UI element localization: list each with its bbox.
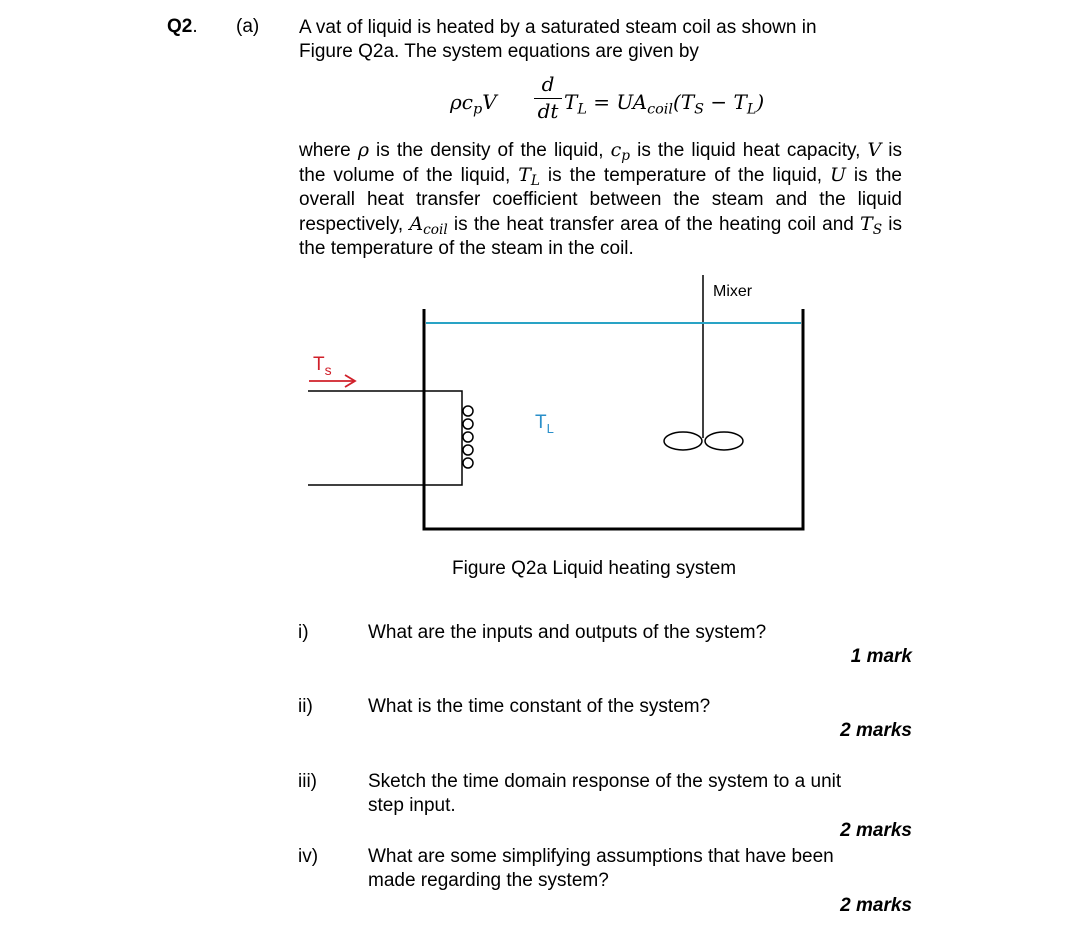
question-part: (a) <box>236 16 260 37</box>
subquestion-iii-text-line2: step input. <box>368 795 456 816</box>
mixer-blade-right <box>705 432 743 450</box>
subquestion-iv-number: iv) <box>298 846 319 867</box>
subquestion-i-marks: 1 mark <box>850 646 912 667</box>
steam-coil-pipe <box>308 391 462 485</box>
subquestion-iv-text-line1: What are some simplifying assumptions that have been <box>368 846 834 867</box>
subquestion-iii-text-line1: Sketch the time domain response of the system to a unit <box>368 771 842 792</box>
subquestion-i-text: What are the inputs and outputs of the system? <box>368 622 767 643</box>
subquestion-iii-number: iii) <box>298 771 317 792</box>
equation-rest: $T_L = UA_{coil}(T_S - T_L)$ <box>564 90 765 118</box>
liquid-temperature-label: $T_L$ <box>535 412 554 436</box>
vat-outline <box>424 309 803 529</box>
mixer-blade-left <box>664 432 702 450</box>
subquestion-ii-marks: 2 marks <box>840 720 912 741</box>
subquestion-ii-number: ii) <box>298 696 313 717</box>
derivative-fraction: d dt <box>534 72 562 123</box>
subquestion-iv-marks: 2 marks <box>840 895 912 916</box>
subquestion-ii-text: What is the time constant of the system? <box>368 696 711 717</box>
coil-loops <box>463 406 473 468</box>
intro-line-1: A vat of liquid is heated by a saturated steam coil as shown in <box>299 17 817 38</box>
equation-lhs-prefix: $\rho c_pV$ <box>450 90 497 118</box>
subquestion-iii-marks: 2 marks <box>840 820 912 841</box>
intro-line-2: Figure Q2a. The system equations are given by <box>299 41 699 62</box>
figure-caption: Figure Q2a Liquid heating system <box>452 558 737 579</box>
subquestion-iv-text-line2: made regarding the system? <box>368 870 609 891</box>
steam-temperature-label: $T_s$ <box>313 354 332 378</box>
subquestion-i-number: i) <box>298 622 309 643</box>
mixer-label: Mixer <box>713 283 753 300</box>
question-number: Q2. <box>167 16 198 37</box>
variable-definitions: where ρ is the density of the liquid, $c_p$ is the liquid heat capacity, V is the volume of the liquid, $T_L$ is the temperature of the liquid, U is the overall heat transfer coefficient between the steam and the liquid respectively, $A_{coil}$ is the heat transfer area of the heating coil and $T_S$ is the temperature of the steam in the coil. <box>299 139 903 259</box>
